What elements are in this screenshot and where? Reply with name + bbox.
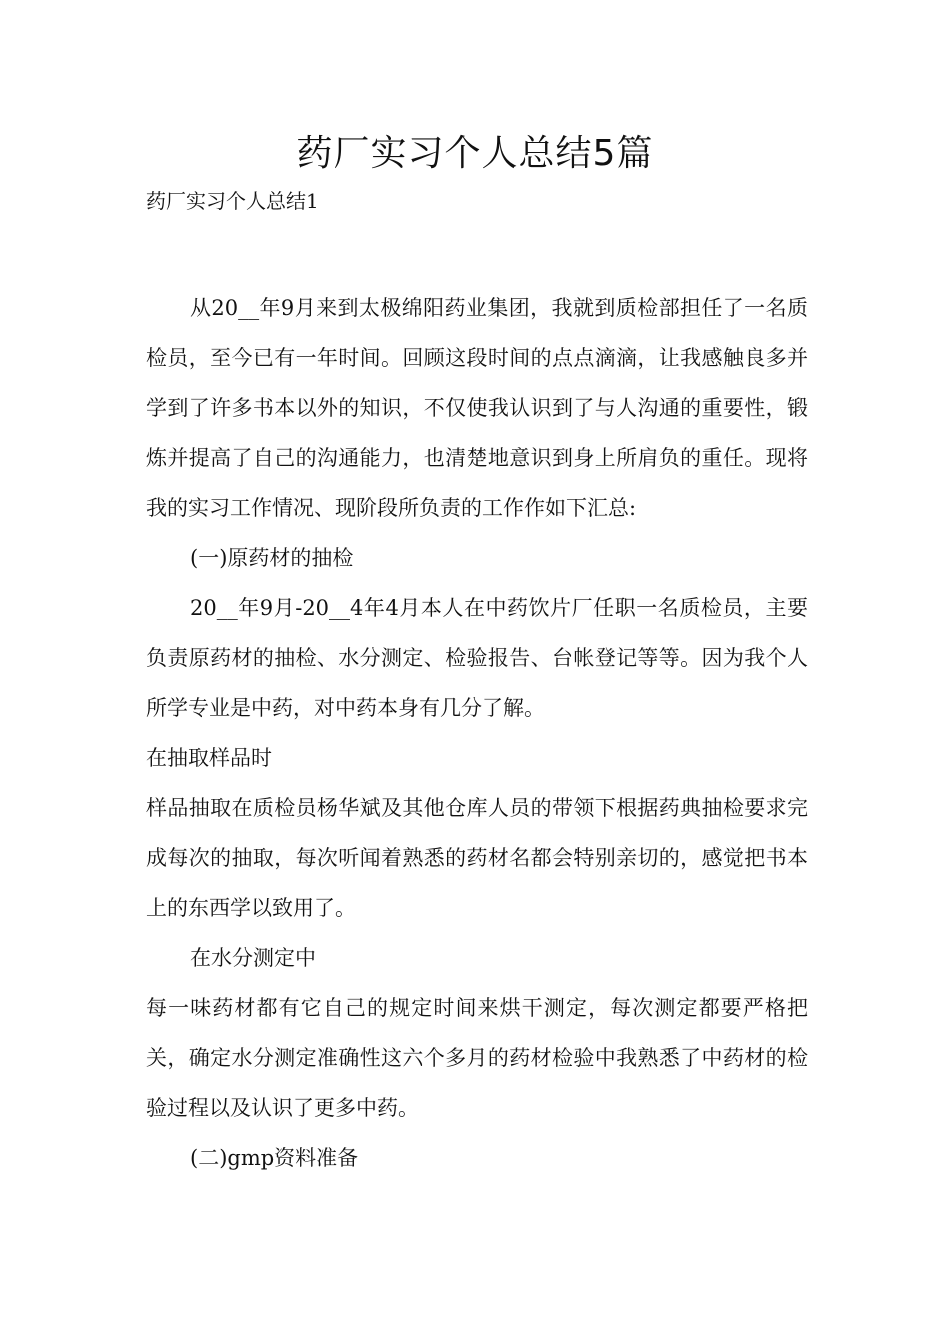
document-title: 药厂实习个人总结5篇	[296, 133, 654, 174]
document-body	[146, 283, 808, 1183]
heading-raw-material-sampling: (一)原药材的抽检	[190, 546, 354, 570]
heading-sampling: 在抽取样品时	[146, 746, 272, 770]
heading-gmp-preparation: (二)gmp资料准备	[190, 1146, 359, 1170]
heading-moisture-test: 在水分测定中	[190, 946, 316, 970]
section-heading: 药厂实习个人总结1	[146, 189, 319, 213]
paragraph-sampling: 样品抽取在质检员杨华斌及其他仓库人员的带领下根据药典抽检要求完成每次的抽取，每次听闻着熟悉的药材名都会特别亲切的，感觉把书本上的东西学以致用了。	[146, 796, 808, 920]
paragraph-moisture-test: 每一味药材都有它自己的规定时间来烘干测定，每次测定都要严格把关，确定水分测定准确性这六个多月的药材检验中我熟悉了中药材的检验过程以及认识了更多中药。	[146, 996, 808, 1120]
paragraph-job-duties: 20__年9月-20__4年4月本人在中药饮片厂任职一名质检员，主要负责原药材的抽检、水分测定、检验报告、台帐登记等等。因为我个人所学专业是中药，对中药本身有几分了解。	[146, 596, 808, 720]
paragraph-intro: 从20__年9月来到太极绵阳药业集团，我就到质检部担任了一名质检员，至今已有一年时间。回顾这段时间的点点滴滴，让我感触良多并学到了许多书本以外的知识，不仅使我认识到了与人沟通的重要性，锻炼并提高了自己的沟通能力，也清楚地意识到身上所肩负的重任。现将我的实习工作情况、现阶段所负责的工作作如下汇总:	[146, 296, 808, 520]
